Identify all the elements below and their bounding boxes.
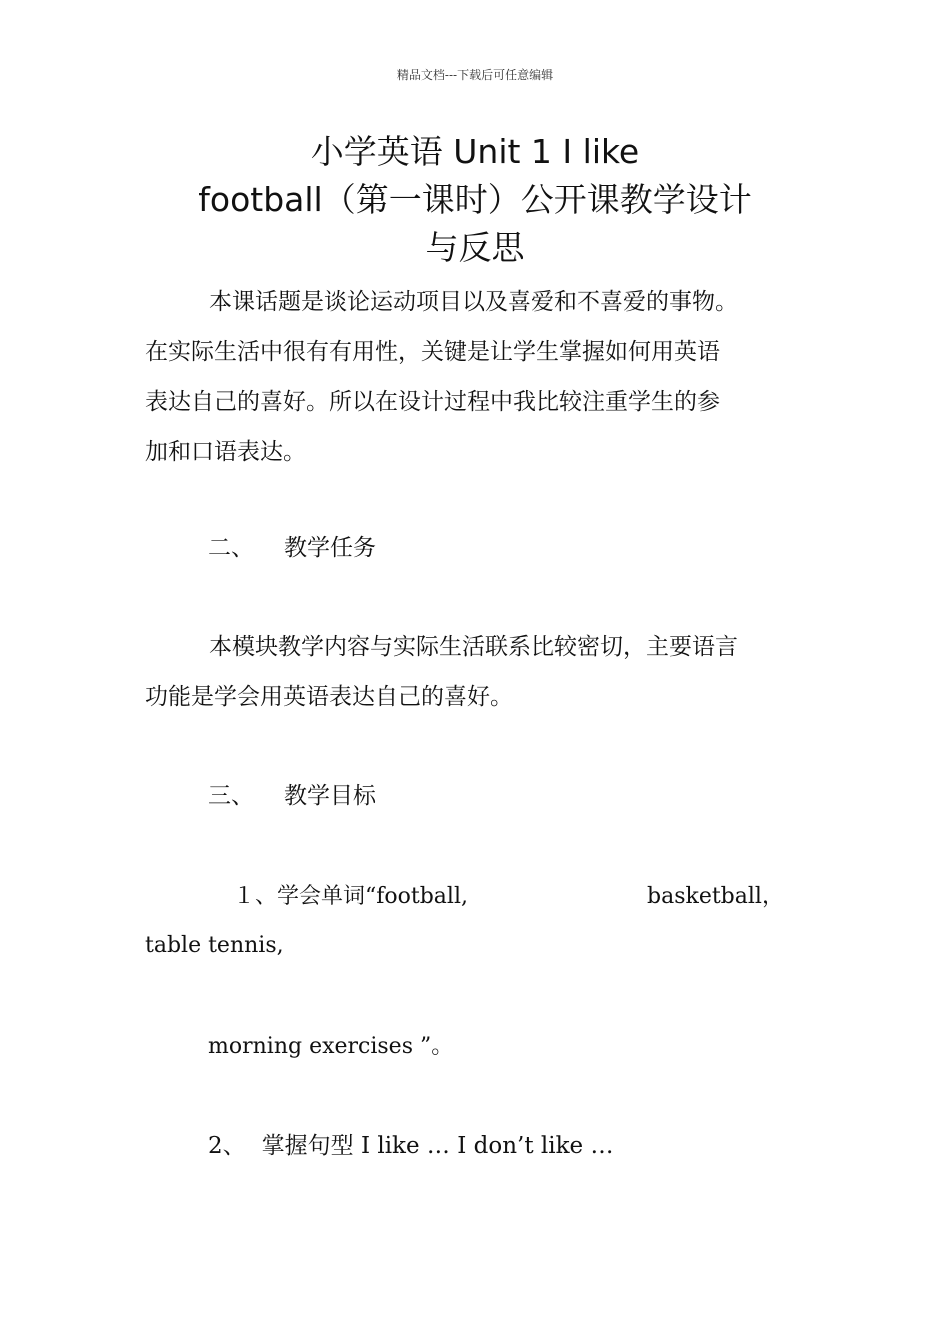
objective-2 [208,1131,613,1161]
objective-2-number: 2、 [208,1133,246,1159]
objective-1-line-2: table tennis, [145,933,284,958]
task-paragraph [145,622,810,722]
section-heading-3 [208,781,376,811]
title-line-1: 小学英语 Unit 1 I like [310,132,640,171]
objective-1-lead: １、学会单词“football, [233,884,468,909]
intro-line: 本课话题是谈论运动项目以及喜爱和不喜爱的事物。 [209,289,738,315]
objective-1-line-3: morning exercises ”。 [208,1034,454,1059]
task-line: 本模块教学内容与实际生活联系比较密切，主要语言 [209,634,738,660]
document-title [130,128,820,272]
title-line-2: football（第一课时）公开课教学设计 [198,180,752,219]
intro-paragraph [145,277,810,477]
intro-line: 加和口语表达。 [145,439,306,465]
objective-2-text: 掌握句型 I like … I don’t like … [261,1133,614,1159]
section-number: 二、 [208,535,254,561]
intro-line: 表达自己的喜好。所以在设计过程中我比较注重学生的参 [145,389,720,415]
section-heading-2 [208,533,376,563]
section-title: 教学任务 [284,535,376,561]
page-header: 精品文档---下载后可任意编辑 [396,68,554,82]
section-title: 教学目标 [284,783,376,809]
title-line-3: 与反思 [425,228,525,267]
section-number: 三、 [208,783,254,809]
task-line: 功能是学会用英语表达自己的喜好。 [145,684,513,710]
intro-line: 在实际生活中很有有用性，关键是让学生掌握如何用英语 [145,339,720,365]
objective-1-word: basketball， [647,884,784,909]
